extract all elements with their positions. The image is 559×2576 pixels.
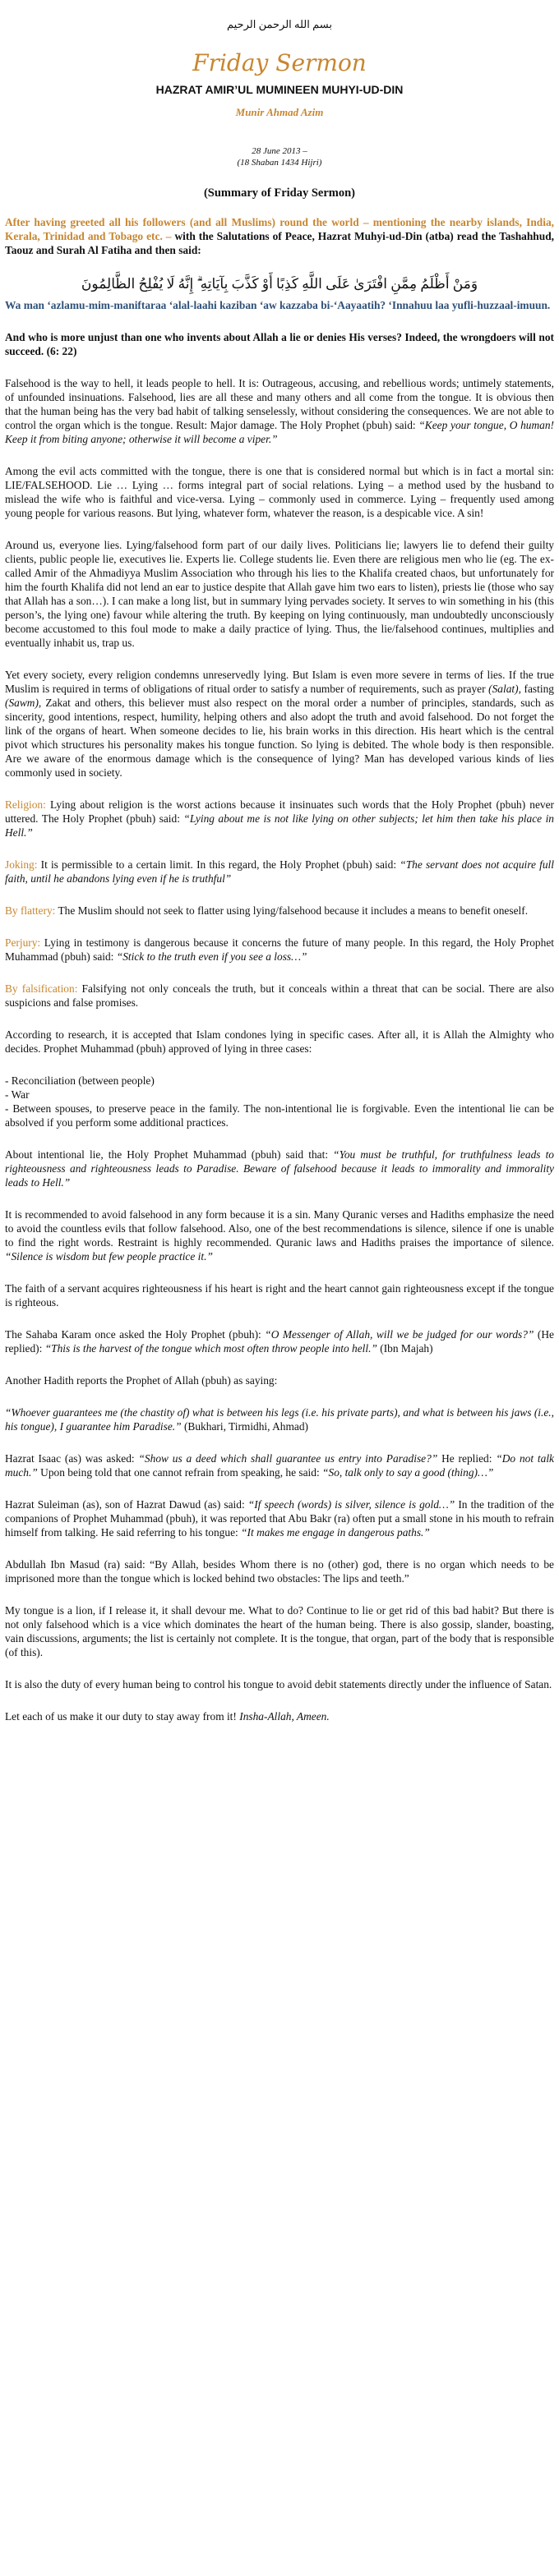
paragraph-closing — [5, 1709, 554, 1723]
paragraph-text: Yet every society, every religion condemns unreservedly lying. But Islam is even more severe in terms of lies. If the true Muslim is required in terms of obligations of ritual order to satisfy a number of requirements, such as prayer — [5, 669, 554, 695]
hadith-quote: “Show us a deed which shall guarantee us entry into Paradise?” — [138, 1452, 438, 1465]
paragraph-islam-severity — [5, 668, 554, 780]
paragraph-text: Let each of us make it our duty to stay away from it! — [5, 1710, 237, 1723]
verse-translation-text: And who is more unjust than one who invents about Allah a lie or denies His verses? Indeed, the wrongdoers will not succeed. — [5, 331, 554, 357]
intro-greeting: After having greeted all his followers (and all Muslims) round the world – mentioning the nearby islands, India, Kerala, Trinidad and Tobago etc. – — [5, 216, 554, 242]
sermon-title: Friday Sermon — [192, 49, 367, 76]
hadith-quote: “So, talk only to say a good (thing)…” — [322, 1466, 494, 1479]
paragraph-religion — [5, 798, 554, 840]
paragraph-text: It is recommended to avoid falsehood in any form because it is a sin. Many Quranic verses and Hadiths emphasize the need to avoid the countless evils that follow falsehood. Also, one of the best recommendations is silence, silence if one is unable to find the right words. Restraint is highly recommended. Quranic laws and Hadiths praises the importance of silence. — [5, 1208, 554, 1249]
list-item: - Reconciliation (between people) — [5, 1074, 155, 1087]
paragraph-text: (He replied): — [5, 1328, 554, 1355]
paragraph-suleiman — [5, 1497, 554, 1539]
bismillah: بسم الله الرحمن الرحيم — [226, 18, 332, 30]
paragraph-text: Zakat and others, this believer must also respect on the moral order a number of principles, standards, such as sincerity, good intentions, respect, humility, helping others and also adopt the truth and avoid falsehood. Do not forget the link of the organs of heart. When someone decides to lie, his brain works in this direction. His heart which is the central pivot which structures his personality makes his tongue function. So lying is debited. The whole body is then responsible. Are we aware of the enormous damage which is the consequence of lying? Man has developed various kinds of lies commonly used in society. — [5, 697, 554, 779]
date-gregorian: 28 June 2013 – — [252, 146, 307, 156]
paragraph-falsification — [5, 982, 554, 1010]
paragraph-text: Hazrat Isaac (as) was asked: — [5, 1452, 135, 1465]
paragraph-falsehood — [5, 376, 554, 446]
list-item: - Between spouses, to preserve peace in the family. The non-intentional lie is forgivable. Even the intentional lie can be absolved if you perform some additional practices. — [5, 1102, 554, 1129]
paragraph-text: The Sahaba Karam once asked the Holy Prophet (pbuh): — [5, 1328, 261, 1341]
hadith-quote: “Silence is wisdom but few people practice it.” — [5, 1250, 213, 1263]
term-salat: (Salat), — [488, 683, 521, 695]
hadith-quote: “Stick to the truth even if you see a loss…” — [116, 950, 307, 963]
closing-dua: Insha-Allah, Ameen. — [239, 1710, 330, 1723]
topic-label-falsification: By falsification: — [5, 982, 78, 995]
paragraph-text: In the tradition of the companions of Prophet Muhammad (pbuh), it was reported that Abu Bakr (ra) often put a small stone in his mouth to refrain himself from talking. He said referring to his tongue: — [5, 1498, 555, 1539]
verse-transliteration: Wa man ‘azlamu-mim-maniftaraa ‘alal-laahi kaziban ‘aw kazzaba bi-‘Aayaatih? ‘Innahuu laa yufli-huzzaal-imuun. — [5, 299, 551, 311]
paragraph-tongue-lion: My tongue is a lion, if I release it, it shall devour me. What to do? Continue to lie or get rid of this bad habit? But there is not only falsehood which is a vice which dominates the heart of the human being. There is also gossip, slander, boasting, vain discussions, arguments; the list is certainly not complete. It is the tongue, that organ, part of the body that is responsible (of this). — [5, 1604, 554, 1658]
paragraph-joking — [5, 858, 554, 886]
paragraph-ibn-masud: Abdullah Ibn Masud (ra) said: “By Allah, besides Whom there is no (other) god, there is no organ which needs to be imprisoned more than the tongue which is locked behind two obstacles: The lips and teeth.” — [5, 1558, 554, 1585]
imam-name: HAZRAT AMIR’UL MUMINEEN MUHYI-UD-DIN — [155, 83, 404, 96]
hadith-quote: “O Messenger of Allah, will we be judged for our words?” — [265, 1328, 534, 1341]
paragraph-everyone-lies: Around us, everyone lies. Lying/falsehood form part of our daily lives. Politicians lie; lawyers lie to defend their guilty clients, public people lie, executives lie. Experts lie. College students lie. Even there are religious men who lie (eg. The ex-called Amir of the Ahmadiyya Muslim Association who through his lies to the Khalifa created chaos, but unfortunately for him the fourth Khalifa did not lend an ear to justice despite that Allah gave him two ears to listen), priests lie (those who say that Allah has a son…). I can make a long list, but in summary lying pervades society. It serves to win something in his (this person’s, the lying one) favour while altering the truth. By keeping on lying continuously, man undoubtedly unconsciously become accustomed to this foul mode to make a daily practice of lying. Thus, the lie/falsehood continues, multiplies and eventually inhabit us, trap us. — [5, 539, 554, 649]
hadith-quote: “Whoever guarantees me (the chastity of) what is between his legs (i.e. his private parts), and what is between his jaws (i.e., his tongue), I guarantee him Paradise.” — [5, 1406, 554, 1433]
hadith-reference: (Ibn Majah) — [380, 1342, 433, 1355]
translator-name: Munir Ahmad Azim — [235, 106, 324, 118]
paragraph-intentional-lie — [5, 1148, 554, 1189]
topic-label-perjury: Perjury: — [5, 936, 41, 949]
paragraph-duty: It is also the duty of every human being to control his tongue to avoid debit statements directly under the influence of Satan. — [5, 1678, 552, 1690]
hadith-quote: “The servant does not acquire full faith, until he abandons lying even if he is truthful” — [5, 858, 554, 885]
verse-translation — [5, 330, 554, 358]
paragraph-text: It is permissible to a certain limit. In this regard, the Holy Prophet (pbuh) said: — [40, 858, 397, 871]
paragraph-evil-acts: Among the evil acts committed with the tongue, there is one that is considered normal but which is in fact a mortal sin: LIE/FALSEHOOD. Lie … Lying … forms integral part of social relations. Lying – a method used by the husband to mislead the wife who is faithful and vice-versa. Lying – commonly used in commerce. Lying – frequently used among young people for various reasons. But lying, whatever form, whatever the reason, is a despicable vice. A sin! — [5, 465, 554, 519]
paragraph-faith: The faith of a servant acquires righteousness if his heart is right and the heart cannot gain righteousness except if the tongue is righteous. — [5, 1282, 554, 1309]
paragraph-text: fasting — [524, 683, 554, 695]
paragraph-text: He replied: — [441, 1452, 492, 1465]
paragraph-silence — [5, 1208, 554, 1263]
intro-recitation: with the Salutations of Peace, Hazrat Muhyi-ud-Din (atba) read the Tashahhud, Taouz and Surah Al Fatiha and then said: — [5, 230, 554, 256]
arabic-verse: وَمَنْ أَظْلَمُ مِمَّنِ افْتَرَىٰ عَلَى اللَّهِ كَذِبًا أَوْ كَذَّبَ بِآيَاتِهِ ۗ إِنَّهُ لَا يُفْلِحُ الظَّالِمُونَ — [81, 276, 478, 292]
paragraph-text: Upon being told that one cannot refrain from speaking, he said: — [40, 1466, 320, 1479]
paragraph-flattery — [5, 904, 554, 918]
hadith-reference: (Bukhari, Tirmidhi, Ahmad) — [183, 1420, 308, 1433]
topic-label-religion: Religion: — [5, 798, 46, 811]
paragraph-text: Falsehood is the way to hell, it leads people to hell. It is: Outrageous, accusing, and rebellious words; untimely statements, of unfounded insinuations. Falsehood, lies are all these and many others and all come from the tongue. It is obvious then that the human being has the very bad habit of talking senselessly, without considering the consequences. We are not able to control the organ which is the tongue. Result: Major damage. The Holy Prophet (pbuh) said: — [5, 377, 554, 431]
hadith-quote: “If speech (words) is silver, silence is gold…” — [247, 1498, 455, 1511]
paragraph-text: Lying in testimony is dangerous because it concerns the future of many people. In this regard, the Holy Prophet Muhammad (pbuh) said: — [5, 936, 554, 963]
hadith-quote: “You must be truthful, for truthfulness leads to righteousness and righteousness leads to Paradise. Beware of falsehood because it leads to immorality and immorality leads to Hell.” — [5, 1148, 555, 1189]
lying-cases-list — [5, 1074, 554, 1129]
paragraph-isaac — [5, 1451, 554, 1479]
summary-heading: (Summary of Friday Sermon) — [203, 186, 356, 200]
paragraph-research: According to research, it is accepted that Islam condones lying in specific cases. After all, it is Allah the Almighty who decides. Prophet Muhammad (pbuh) approved of lying in three cases: — [5, 1028, 554, 1055]
paragraph-guarantee — [5, 1405, 554, 1433]
paragraph-text: About intentional lie, the Holy Prophet Muhammad (pbuh) said that: — [5, 1148, 329, 1161]
hadith-quote: “Keep your tongue, O human! Keep it from biting anyone; otherwise it will become a viper.” — [5, 419, 554, 445]
hadith-quote: “It makes me engage in dangerous paths.” — [241, 1526, 430, 1539]
list-item: - War — [5, 1088, 30, 1101]
term-sawm: (Sawm), — [5, 697, 42, 709]
paragraph-perjury — [5, 936, 554, 964]
paragraph-text: The Muslim should not seek to flatter using lying/falsehood because it includes a means to benefit oneself. — [58, 904, 529, 917]
paragraph-sahaba — [5, 1327, 554, 1355]
hadith-quote: “This is the harvest of the tongue which most often throw people into hell.” — [44, 1342, 377, 1355]
paragraph-another-hadith: Another Hadith reports the Prophet of Allah (pbuh) as saying: — [5, 1374, 278, 1387]
paragraph-text: Hazrat Suleiman (as), son of Hazrat Dawud (as) said: — [5, 1498, 245, 1511]
verse-reference: (6: 22) — [46, 345, 77, 357]
topic-label-joking: Joking: — [5, 858, 38, 871]
paragraph-text: Lying about religion is the worst actions because it insinuates such words that the Holy Prophet (pbuh) never uttered. The Holy Prophet (pbuh) said: — [5, 798, 554, 825]
sermon-date — [5, 145, 554, 168]
topic-label-flattery: By flattery: — [5, 904, 56, 917]
date-hijri: (18 Shaban 1434 Hijri) — [237, 158, 322, 168]
paragraph-text: Falsifying not only conceals the truth, but it conceals within a threat that can be social. There are also suspicions and false promises. — [5, 982, 554, 1009]
hadith-quote: “Lying about me is not like lying on other subjects; let him then take his place in Hell.” — [5, 812, 554, 839]
hadith-quote: “Do not talk much.” — [5, 1452, 554, 1479]
intro-paragraph — [5, 215, 554, 257]
